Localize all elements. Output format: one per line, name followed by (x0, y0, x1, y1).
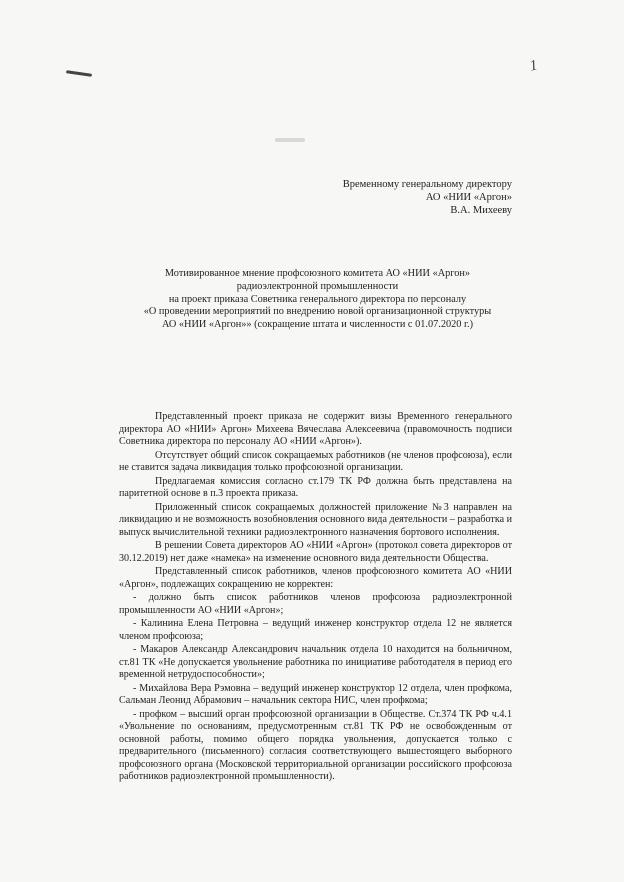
paragraph: Представленный проект приказа не содержит визы Временного генерального директора АО «НИИ» Аргон» Михеева Вячеслава Алексеевича (правомочность подписи Советника директора по персоналу АО «НИИ «Аргон»). (119, 411, 512, 447)
paragraph: Отсутствует общий список сокращаемых работников (не членов профсоюза), если не ставится задача ликвидация только профсоюзной организации. (119, 449, 512, 473)
title-line: «О проведении мероприятий по внедрению новой организационной структуры (143, 306, 492, 318)
title-line: на проект приказа Советника генерального директора по персоналу (168, 293, 467, 305)
paragraph: Предлагаемая комиссия согласно ст.179 ТК РФ должна быть представлена на паритетной основе в п.3 проекта приказа. (119, 475, 512, 499)
list-item: - Макаров Александр Александрович начальник отдела 10 находится на больничном, ст.81 ТК «Не допускается увольнение работника по инициативе работодателя в период его временной нетрудоспособности»; (119, 644, 512, 680)
title-line: Мотивированное мнение профсоюзного комитета АО «НИИ «Аргон» (164, 268, 471, 279)
paragraph: В решении Совета директоров АО «НИИ «Аргон» (протокол совета директоров от 30.12.2019) нет даже «намека» на изменение основного вида деятельности Общества. (119, 540, 512, 564)
pen-mark (66, 70, 92, 77)
addressee-line: В.А. Михееву (450, 205, 512, 216)
list-item: - Михайлова Вера Рэмовна – ведущий инженер конструктор 12 отдела, член профкома, Сальман Леонид Абрамович – начальник сектора НИС, член профкома; (119, 682, 512, 706)
scan-smudge (275, 138, 305, 142)
addressee-line: АО «НИИ «Аргон» (425, 192, 512, 203)
list-item: - профком – высший орган профсоюзной организации в Обществе. Ст.374 ТК РФ ч.4.1 «Увольнение по основаниям, предусмотренным ст.81 ТК РФ не освобожденным от основной работы, помимо общего порядка увольнения, допускается только с предварительного (письменного) согласия соответствующего вышестоящего выборного профсоюзного органа (Московской территориальной организации российского профсоюза работников радиоэлектронной промышленности). (119, 708, 512, 782)
title-line: радиоэлектронной промышленности (236, 280, 399, 292)
document-title (135, 268, 500, 332)
paragraph: Приложенный список сокращаемых должностей приложение №3 направлен на ликвидацию и не возможность возобновления основного вида деятельности – разработка и выпуск вычислительной техники радиоэлектронного назначения бортового исполнения. (119, 501, 512, 538)
paragraph: Представленный список работников, членов профсоюзного комитета АО «НИИ «Аргон», подлежащих сокращению не корректен: (119, 566, 512, 590)
list-item: - Калинина Елена Петровна – ведущий инженер конструктор отдела 12 не является членом профсоюза; (119, 618, 512, 642)
document-body (119, 411, 512, 785)
list-item: - должно быть список работников членов профсоюза радиоэлектронной промышленности АО «НИИ «Аргон»; (119, 592, 512, 616)
page-number: 1 (528, 57, 539, 75)
title-line: АО «НИИ «Аргон»» (сокращение штата и численности с 01.07.2020 г.) (161, 319, 474, 331)
addressee-block (343, 178, 512, 217)
addressee-line: Временному генеральному директору (342, 179, 512, 190)
